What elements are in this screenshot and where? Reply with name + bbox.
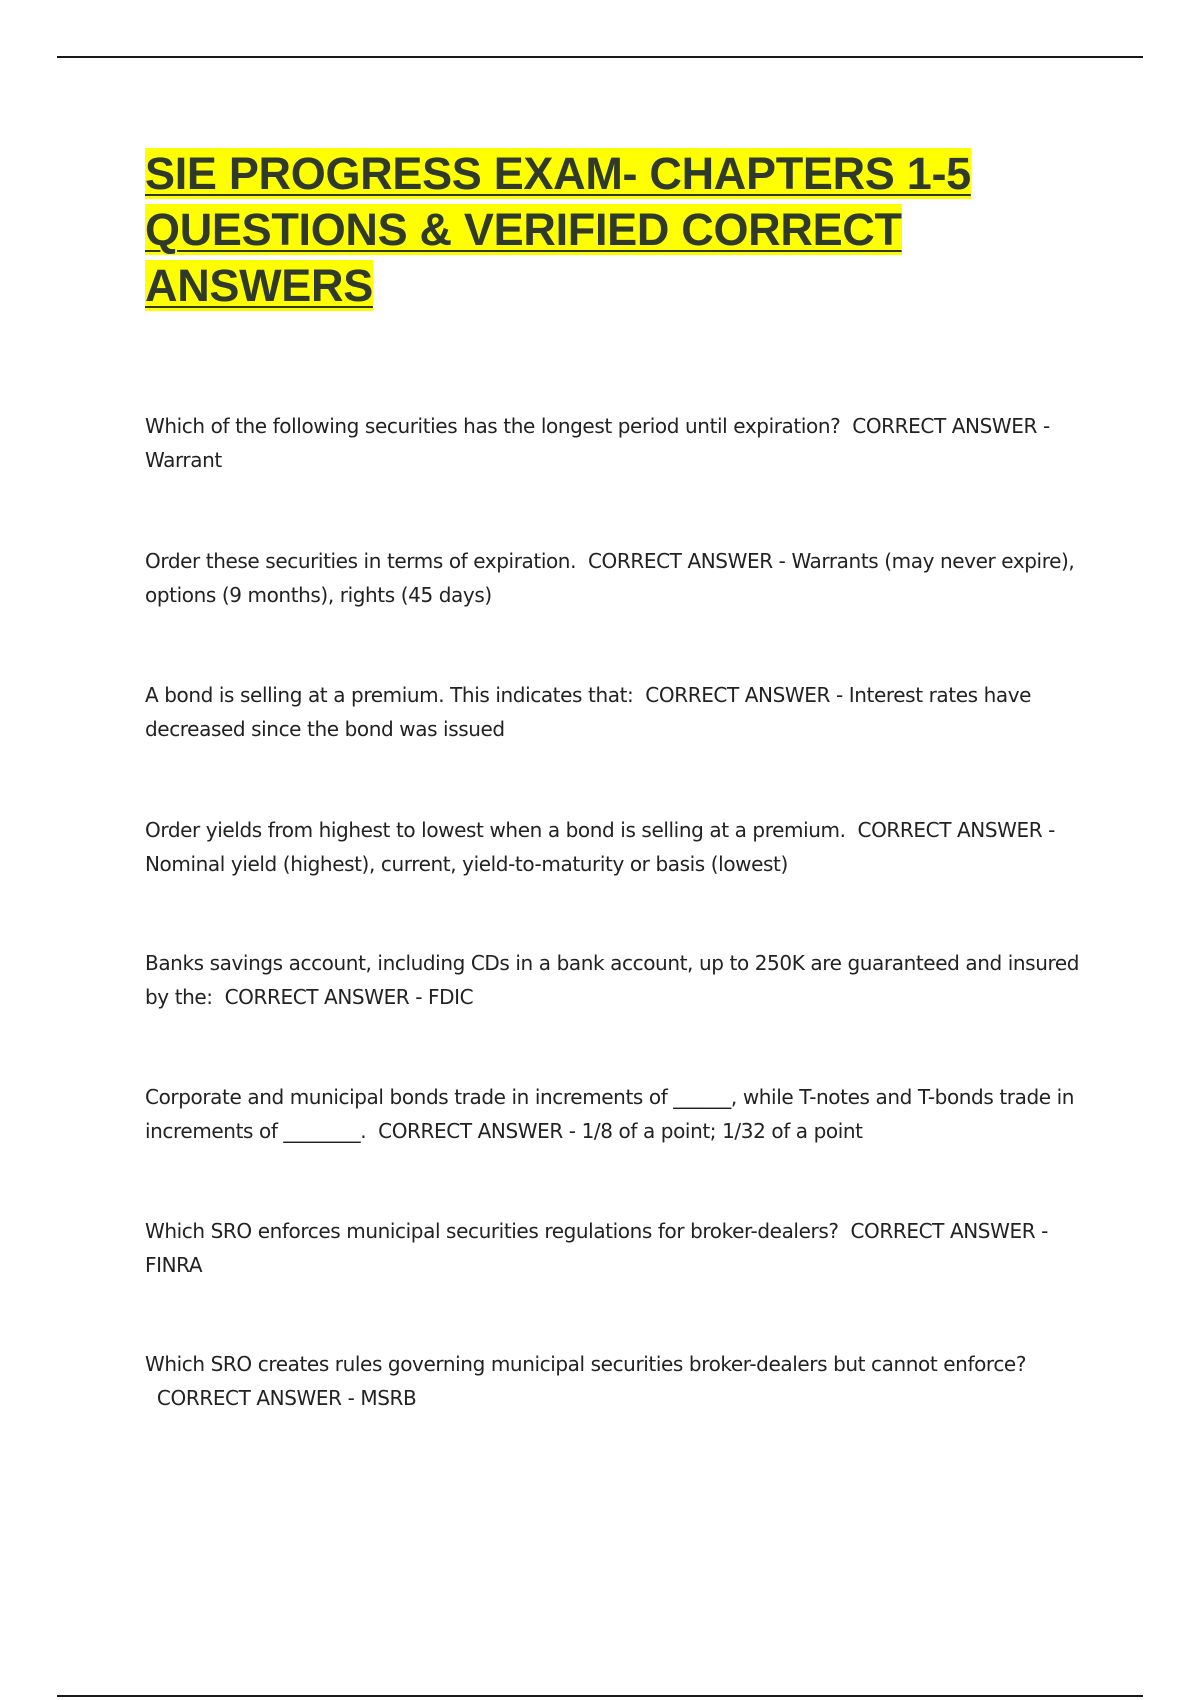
answer-text: FINRA bbox=[145, 1253, 203, 1277]
answer-marker: CORRECT ANSWER - bbox=[645, 683, 849, 707]
answer-marker: CORRECT ANSWER - bbox=[378, 1119, 582, 1143]
answer-text: MSRB bbox=[360, 1386, 417, 1410]
answer-text: Interest rates have decreased since the bond was issued bbox=[145, 683, 1032, 741]
title-block bbox=[145, 146, 1045, 314]
answer-text: Warrant bbox=[145, 448, 222, 472]
qa-item bbox=[145, 1214, 1095, 1282]
answer-text: 1/8 of a point; 1/32 of a point bbox=[581, 1119, 863, 1143]
qa-item bbox=[145, 409, 1095, 477]
answer-marker: CORRECT ANSWER - bbox=[850, 1219, 1048, 1243]
answer-text: Nominal yield (highest), current, yield-to-maturity or basis (lowest) bbox=[145, 852, 788, 876]
answer-marker: CORRECT ANSWER - bbox=[852, 414, 1050, 438]
question-text: Which SRO creates rules governing municipal securities broker-dealers but cannot enforce? bbox=[145, 1352, 1027, 1376]
answer-marker: CORRECT ANSWER - bbox=[587, 549, 792, 573]
question-text: Banks savings account, including CDs in a bank account, up to 250K are guaranteed and insured by the: bbox=[145, 951, 1080, 1009]
qa-item bbox=[145, 813, 1095, 881]
qa-item bbox=[145, 946, 1095, 1014]
question-text: Which of the following securities has the longest period until expiration? bbox=[145, 414, 841, 438]
header-rule bbox=[57, 56, 1143, 58]
answer-marker: CORRECT ANSWER - bbox=[857, 818, 1055, 842]
answer-text: Warrants (may never expire), options (9 months), rights (45 days) bbox=[145, 549, 1075, 607]
qa-item bbox=[145, 1347, 1095, 1415]
answer-text: FDIC bbox=[428, 985, 474, 1009]
answer-marker: CORRECT ANSWER - bbox=[224, 985, 429, 1009]
question-text: Order these securities in terms of expiration. bbox=[145, 549, 577, 573]
document-title-text: SIE PROGRESS EXAM- CHAPTERS 1-5 QUESTIONS & VERIFIED CORRECT ANSWERS bbox=[145, 148, 971, 311]
question-text: Corporate and municipal bonds trade in increments of ______, while T-notes and T-bonds trade in increments of ________. bbox=[145, 1085, 1075, 1143]
question-text: Which SRO enforces municipal securities regulations for broker-dealers? bbox=[145, 1219, 839, 1243]
footer-rule bbox=[57, 1695, 1143, 1697]
qa-item bbox=[145, 1080, 1095, 1148]
document-title bbox=[145, 146, 1045, 314]
question-text: A bond is selling at a premium. This indicates that: bbox=[145, 683, 634, 707]
answer-marker: CORRECT ANSWER - bbox=[156, 1386, 361, 1410]
qa-item bbox=[145, 678, 1095, 746]
question-text: Order yields from highest to lowest when a bond is selling at a premium. bbox=[145, 818, 846, 842]
qa-item bbox=[145, 544, 1095, 612]
